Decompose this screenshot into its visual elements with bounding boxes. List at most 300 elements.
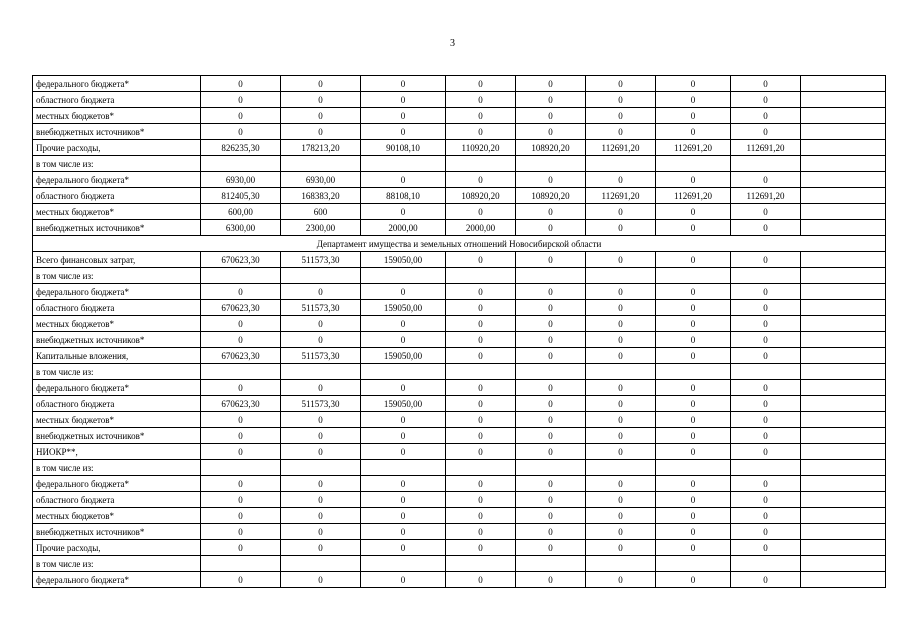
value-cell: 0 [361,444,446,460]
value-cell: 2000,00 [446,220,516,236]
value-cell [201,556,281,572]
value-cell: 0 [586,332,656,348]
value-cell: 0 [281,540,361,556]
row-label: местных бюджетов* [33,204,201,220]
value-cell: 0 [446,108,516,124]
value-cell: 0 [361,284,446,300]
value-cell: 108920,20 [446,188,516,204]
value-cell: 0 [586,508,656,524]
value-cell: 0 [656,204,731,220]
row-label: местных бюджетов* [33,316,201,332]
table-row [33,284,886,300]
budget-table [32,75,886,588]
value-cell: 0 [446,348,516,364]
row-label: внебюджетных источников* [33,524,201,540]
value-cell: 0 [516,572,586,588]
value-cell: 0 [731,204,801,220]
value-cell: 0 [361,572,446,588]
value-cell [361,364,446,380]
value-cell: 6930,00 [201,172,281,188]
value-cell: 0 [516,252,586,268]
value-cell: 0 [586,108,656,124]
value-cell [731,460,801,476]
value-cell [731,156,801,172]
value-cell: 0 [361,492,446,508]
value-cell: 0 [361,476,446,492]
value-cell: 6300,00 [201,220,281,236]
value-cell: 0 [731,316,801,332]
value-cell: 0 [446,380,516,396]
value-cell [201,268,281,284]
value-cell: 0 [281,332,361,348]
row-label: внебюджетных источников* [33,124,201,140]
value-cell: 0 [656,540,731,556]
value-cell: 0 [446,252,516,268]
value-cell: 0 [361,428,446,444]
value-cell: 0 [446,396,516,412]
value-cell: 0 [281,380,361,396]
value-cell: 0 [281,108,361,124]
value-cell: 0 [586,220,656,236]
value-cell [201,364,281,380]
value-cell: 0 [731,476,801,492]
value-cell [586,556,656,572]
value-cell: 159050,00 [361,348,446,364]
value-cell: 670623,30 [201,396,281,412]
value-cell: 110920,20 [446,140,516,156]
value-cell: 0 [446,124,516,140]
value-cell: 0 [201,476,281,492]
value-cell: 0 [586,204,656,220]
value-cell: 0 [731,172,801,188]
table-row [33,348,886,364]
value-cell: 0 [516,428,586,444]
value-cell: 0 [201,108,281,124]
value-cell: 0 [446,204,516,220]
empty-cell [801,444,886,460]
value-cell: 0 [656,172,731,188]
value-cell: 0 [281,284,361,300]
value-cell: 0 [656,396,731,412]
empty-cell [801,380,886,396]
empty-cell [801,412,886,428]
table-row [33,332,886,348]
row-label: федерального бюджета* [33,380,201,396]
empty-cell [801,364,886,380]
table-row [33,140,886,156]
table-row [33,108,886,124]
value-cell: 511573,30 [281,396,361,412]
value-cell: 0 [516,396,586,412]
empty-cell [801,188,886,204]
value-cell: 0 [516,492,586,508]
value-cell: 0 [201,124,281,140]
table-row [33,476,886,492]
table-row [33,92,886,108]
value-cell: 0 [281,412,361,428]
value-cell [516,268,586,284]
value-cell [731,556,801,572]
value-cell: 0 [201,332,281,348]
value-cell: 0 [586,124,656,140]
value-cell: 0 [516,76,586,92]
value-cell [586,364,656,380]
empty-cell [801,92,886,108]
value-cell: 0 [516,444,586,460]
value-cell: 112691,20 [586,140,656,156]
value-cell: 0 [516,380,586,396]
value-cell: 0 [731,492,801,508]
value-cell: 0 [446,284,516,300]
empty-cell [801,428,886,444]
value-cell: 0 [446,76,516,92]
value-cell: 0 [731,332,801,348]
value-cell [281,268,361,284]
value-cell: 0 [731,524,801,540]
value-cell: 0 [361,508,446,524]
value-cell: 0 [731,124,801,140]
value-cell: 0 [586,300,656,316]
empty-cell [801,332,886,348]
table-row [33,252,886,268]
table-row [33,556,886,572]
table-row [33,156,886,172]
value-cell: 0 [361,540,446,556]
value-cell: 600 [281,204,361,220]
value-cell: 0 [361,316,446,332]
empty-cell [801,492,886,508]
empty-cell [801,476,886,492]
table-row [33,412,886,428]
value-cell: 0 [656,492,731,508]
value-cell: 112691,20 [656,140,731,156]
value-cell: 0 [201,428,281,444]
value-cell: 670623,30 [201,348,281,364]
value-cell: 0 [586,444,656,460]
empty-cell [801,524,886,540]
row-label: НИОКР**, [33,444,201,460]
value-cell: 0 [731,444,801,460]
empty-cell [801,316,886,332]
value-cell [281,364,361,380]
value-cell: 0 [656,524,731,540]
table-row [33,172,886,188]
value-cell: 0 [656,300,731,316]
value-cell: 0 [361,172,446,188]
empty-cell [801,508,886,524]
value-cell: 0 [446,476,516,492]
table-row [33,364,886,380]
value-cell: 112691,20 [586,188,656,204]
value-cell: 0 [446,524,516,540]
row-label: местных бюджетов* [33,108,201,124]
row-label: в том числе из: [33,460,201,476]
row-label: федерального бюджета* [33,572,201,588]
department-name: Департамент имущества и земельных отношений Новосибирской области [33,236,886,252]
row-label: Прочие расходы, [33,540,201,556]
value-cell: 0 [656,508,731,524]
value-cell: 0 [586,316,656,332]
value-cell: 112691,20 [731,140,801,156]
value-cell: 108920,20 [516,140,586,156]
value-cell: 0 [281,444,361,460]
value-cell: 0 [731,348,801,364]
value-cell: 0 [516,412,586,428]
value-cell [446,364,516,380]
value-cell: 0 [281,428,361,444]
value-cell: 90108,10 [361,140,446,156]
empty-cell [801,348,886,364]
value-cell [446,268,516,284]
value-cell: 0 [446,92,516,108]
value-cell: 0 [516,92,586,108]
empty-cell [801,252,886,268]
value-cell: 0 [586,572,656,588]
value-cell: 0 [281,572,361,588]
value-cell: 0 [516,508,586,524]
value-cell [446,156,516,172]
empty-cell [801,460,886,476]
empty-cell [801,172,886,188]
empty-cell [801,76,886,92]
value-cell: 0 [731,92,801,108]
empty-cell [801,556,886,572]
value-cell: 600,00 [201,204,281,220]
value-cell: 0 [516,332,586,348]
value-cell: 0 [281,316,361,332]
table-row [33,220,886,236]
row-label: в том числе из: [33,156,201,172]
value-cell: 0 [361,332,446,348]
value-cell [586,460,656,476]
value-cell: 0 [201,508,281,524]
table-row [33,508,886,524]
row-label: внебюджетных источников* [33,428,201,444]
value-cell: 0 [586,348,656,364]
table-row [33,300,886,316]
value-cell [516,460,586,476]
table-row [33,492,886,508]
value-cell: 0 [281,92,361,108]
value-cell: 0 [656,444,731,460]
value-cell: 0 [586,524,656,540]
value-cell: 0 [516,172,586,188]
table-row [33,124,886,140]
value-cell: 0 [586,540,656,556]
value-cell: 0 [731,300,801,316]
table-row [33,76,886,92]
value-cell: 0 [446,412,516,428]
value-cell: 0 [201,284,281,300]
row-label: федерального бюджета* [33,172,201,188]
value-cell: 0 [201,540,281,556]
table-row [33,572,886,588]
value-cell: 159050,00 [361,252,446,268]
row-label: Всего финансовых затрат, [33,252,201,268]
table-row [33,396,886,412]
value-cell: 0 [201,492,281,508]
value-cell: 0 [656,252,731,268]
table-row [33,204,886,220]
value-cell [361,460,446,476]
value-cell: 670623,30 [201,252,281,268]
value-cell: 0 [516,540,586,556]
value-cell: 0 [201,524,281,540]
value-cell [656,364,731,380]
value-cell: 0 [731,540,801,556]
value-cell: 0 [731,76,801,92]
value-cell: 0 [586,492,656,508]
table-row [33,380,886,396]
value-cell: 0 [516,284,586,300]
value-cell: 0 [656,380,731,396]
value-cell: 0 [201,76,281,92]
value-cell: 0 [281,124,361,140]
value-cell: 0 [731,108,801,124]
value-cell: 0 [656,284,731,300]
value-cell [731,364,801,380]
value-cell: 0 [586,412,656,428]
value-cell: 0 [516,108,586,124]
value-cell: 0 [201,572,281,588]
row-label: местных бюджетов* [33,412,201,428]
value-cell: 112691,20 [731,188,801,204]
value-cell: 0 [361,524,446,540]
value-cell: 0 [731,396,801,412]
value-cell: 2300,00 [281,220,361,236]
value-cell: 0 [446,492,516,508]
empty-cell [801,300,886,316]
table-body [33,76,886,588]
value-cell: 0 [516,220,586,236]
value-cell: 0 [516,476,586,492]
value-cell: 0 [586,76,656,92]
value-cell: 159050,00 [361,396,446,412]
value-cell [656,156,731,172]
value-cell: 0 [446,444,516,460]
value-cell [586,156,656,172]
value-cell: 0 [586,92,656,108]
value-cell: 0 [361,204,446,220]
value-cell: 670623,30 [201,300,281,316]
table-row [33,428,886,444]
row-label: областного бюджета [33,188,201,204]
value-cell: 0 [516,316,586,332]
value-cell: 0 [656,124,731,140]
value-cell: 0 [201,316,281,332]
value-cell: 0 [656,348,731,364]
value-cell [361,556,446,572]
value-cell: 0 [586,396,656,412]
value-cell: 0 [281,508,361,524]
value-cell: 168383,20 [281,188,361,204]
row-label: в том числе из: [33,556,201,572]
value-cell: 0 [516,348,586,364]
table-row [33,524,886,540]
row-label: федерального бюджета* [33,284,201,300]
value-cell: 178213,20 [281,140,361,156]
row-label: областного бюджета [33,396,201,412]
empty-cell [801,204,886,220]
value-cell: 0 [446,572,516,588]
page-number: 3 [450,38,455,49]
value-cell: 0 [281,76,361,92]
value-cell: 0 [656,476,731,492]
value-cell: 0 [361,380,446,396]
value-cell: 0 [201,380,281,396]
value-cell [361,268,446,284]
value-cell: 826235,30 [201,140,281,156]
value-cell [361,156,446,172]
value-cell: 0 [516,204,586,220]
empty-cell [801,156,886,172]
value-cell: 812405,30 [201,188,281,204]
value-cell [586,268,656,284]
row-label: внебюджетных источников* [33,220,201,236]
value-cell: 0 [281,492,361,508]
department-header-row [33,236,886,252]
row-label: Капитальные вложения, [33,348,201,364]
value-cell: 0 [201,92,281,108]
value-cell: 0 [656,332,731,348]
value-cell: 0 [281,524,361,540]
value-cell: 0 [201,412,281,428]
value-cell: 0 [731,252,801,268]
empty-cell [801,140,886,156]
value-cell: 0 [731,572,801,588]
value-cell: 511573,30 [281,348,361,364]
table-row [33,316,886,332]
value-cell [656,556,731,572]
value-cell: 0 [516,124,586,140]
value-cell [516,156,586,172]
value-cell [201,156,281,172]
value-cell: 0 [586,380,656,396]
value-cell: 2000,00 [361,220,446,236]
empty-cell [801,540,886,556]
empty-cell [801,268,886,284]
value-cell [446,460,516,476]
value-cell: 0 [361,76,446,92]
value-cell: 0 [516,524,586,540]
value-cell: 0 [446,540,516,556]
value-cell: 0 [361,124,446,140]
value-cell: 0 [361,412,446,428]
value-cell: 0 [656,316,731,332]
row-label: федерального бюджета* [33,476,201,492]
row-label: в том числе из: [33,268,201,284]
value-cell: 0 [731,220,801,236]
empty-cell [801,124,886,140]
row-label: областного бюджета [33,300,201,316]
value-cell: 0 [656,220,731,236]
value-cell: 0 [361,92,446,108]
value-cell: 0 [446,332,516,348]
value-cell: 0 [201,444,281,460]
value-cell: 0 [446,428,516,444]
value-cell [281,460,361,476]
value-cell: 112691,20 [656,188,731,204]
value-cell [446,556,516,572]
value-cell: 0 [446,300,516,316]
table-row [33,268,886,284]
row-label: Прочие расходы, [33,140,201,156]
value-cell: 0 [656,412,731,428]
value-cell: 0 [656,428,731,444]
value-cell: 0 [731,412,801,428]
row-label: местных бюджетов* [33,508,201,524]
empty-cell [801,220,886,236]
